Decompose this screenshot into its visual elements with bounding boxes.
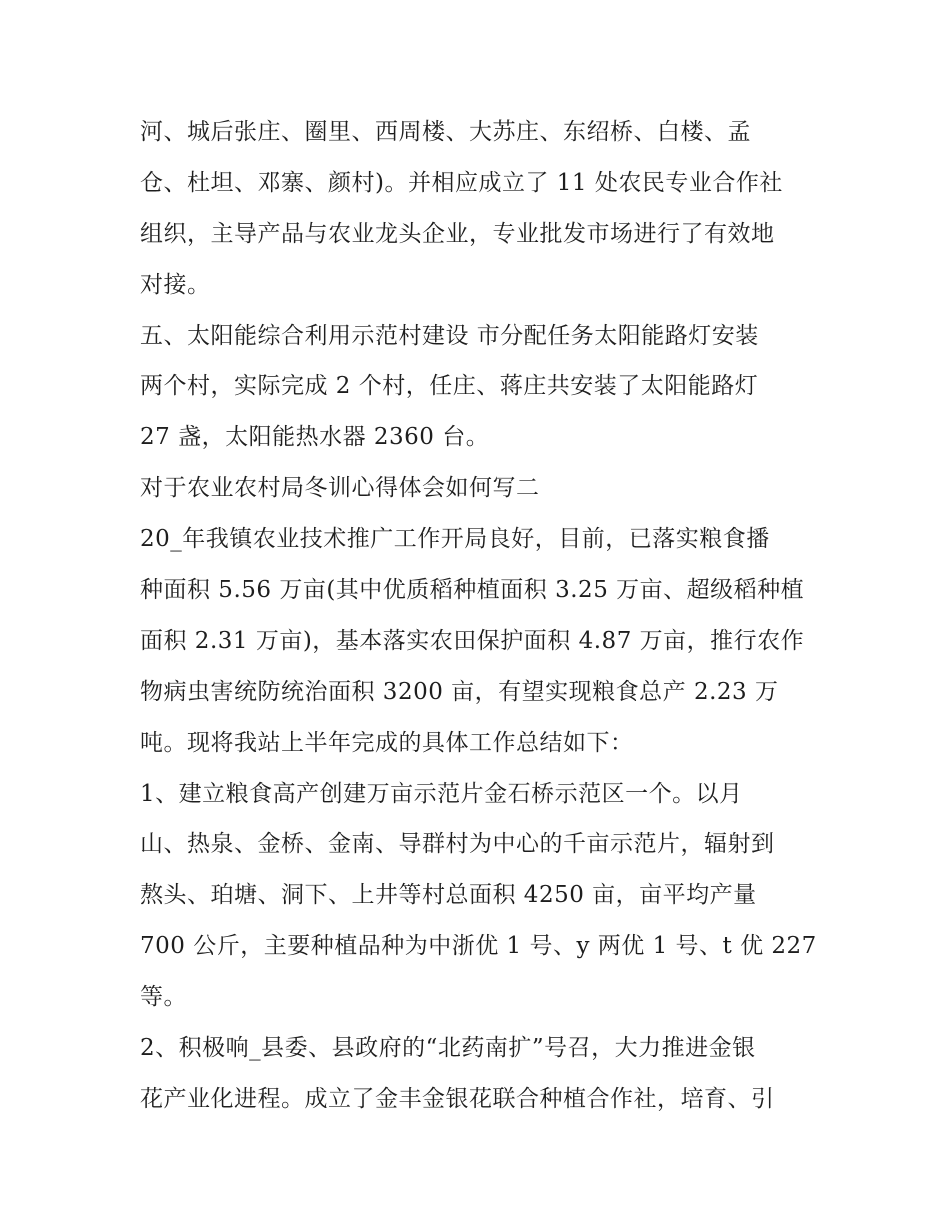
text-line: 花产业化进程。成立了金丰金银花联合种植合作社，培育、引 bbox=[140, 1085, 775, 1112]
text-line: 面积 2.31 万亩)，基本落实农田保护面积 4.87 万亩，推行农作 bbox=[140, 627, 805, 654]
text-line: 对接。 bbox=[140, 271, 211, 298]
text-line: 两个村，实际完成 2 个村，任庄、蒋庄共安装了太阳能路灯 bbox=[140, 373, 759, 400]
text-line: 种面积 5.56 万亩(其中优质稻种植面积 3.25 万亩、超级稻种植 bbox=[140, 577, 805, 604]
text-line: 20_年我镇农业技术推广工作开局良好，目前，已落实粮食播 bbox=[140, 526, 770, 553]
text-line: 27 盏，太阳能热水器 2360 台。 bbox=[140, 424, 490, 451]
text-line: 河、城后张庄、圈里、西周楼、大苏庄、东绍桥、白楼、孟 bbox=[140, 119, 751, 145]
text-line: 山、热泉、金桥、金南、导群村为中心的千亩示范片，辐射到 bbox=[140, 831, 775, 858]
document-body bbox=[140, 107, 830, 1125]
text-line: 2、积极响_县委、县政府的“北药南扩”号召，大力推进金银 bbox=[140, 1035, 756, 1062]
text-line: 700 公斤，主要种植品种为中浙优 1 号、y 两优 1 号、t 优 227 bbox=[140, 933, 817, 960]
text-line: 等。 bbox=[140, 984, 187, 1011]
text-line: 吨。现将我站上半年完成的具体工作总结如下： bbox=[140, 729, 634, 756]
text-line: 熬头、珀塘、洞下、上井等村总面积 4250 亩，亩平均产量 bbox=[140, 882, 757, 909]
text-line: 1、建立粮食高产创建万亩示范片金石桥示范区一个。以月 bbox=[140, 780, 743, 807]
text-line: 物病虫害统防统治面积 3200 亩，有望实现粮食总产 2.23 万 bbox=[140, 678, 779, 705]
text-line: 五、太阳能综合利用示范村建设 市分配任务太阳能路灯安装 bbox=[140, 322, 759, 349]
text-line: 仓、杜坦、邓寨、颜村)。并相应成立了 11 处农民专业合作社 bbox=[140, 169, 783, 196]
section-heading: 对于农业农村局冬训心得体会如何写二 bbox=[140, 475, 540, 502]
text-line: 组织，主导产品与农业龙头企业，专业批发市场进行了有效地 bbox=[140, 220, 775, 247]
